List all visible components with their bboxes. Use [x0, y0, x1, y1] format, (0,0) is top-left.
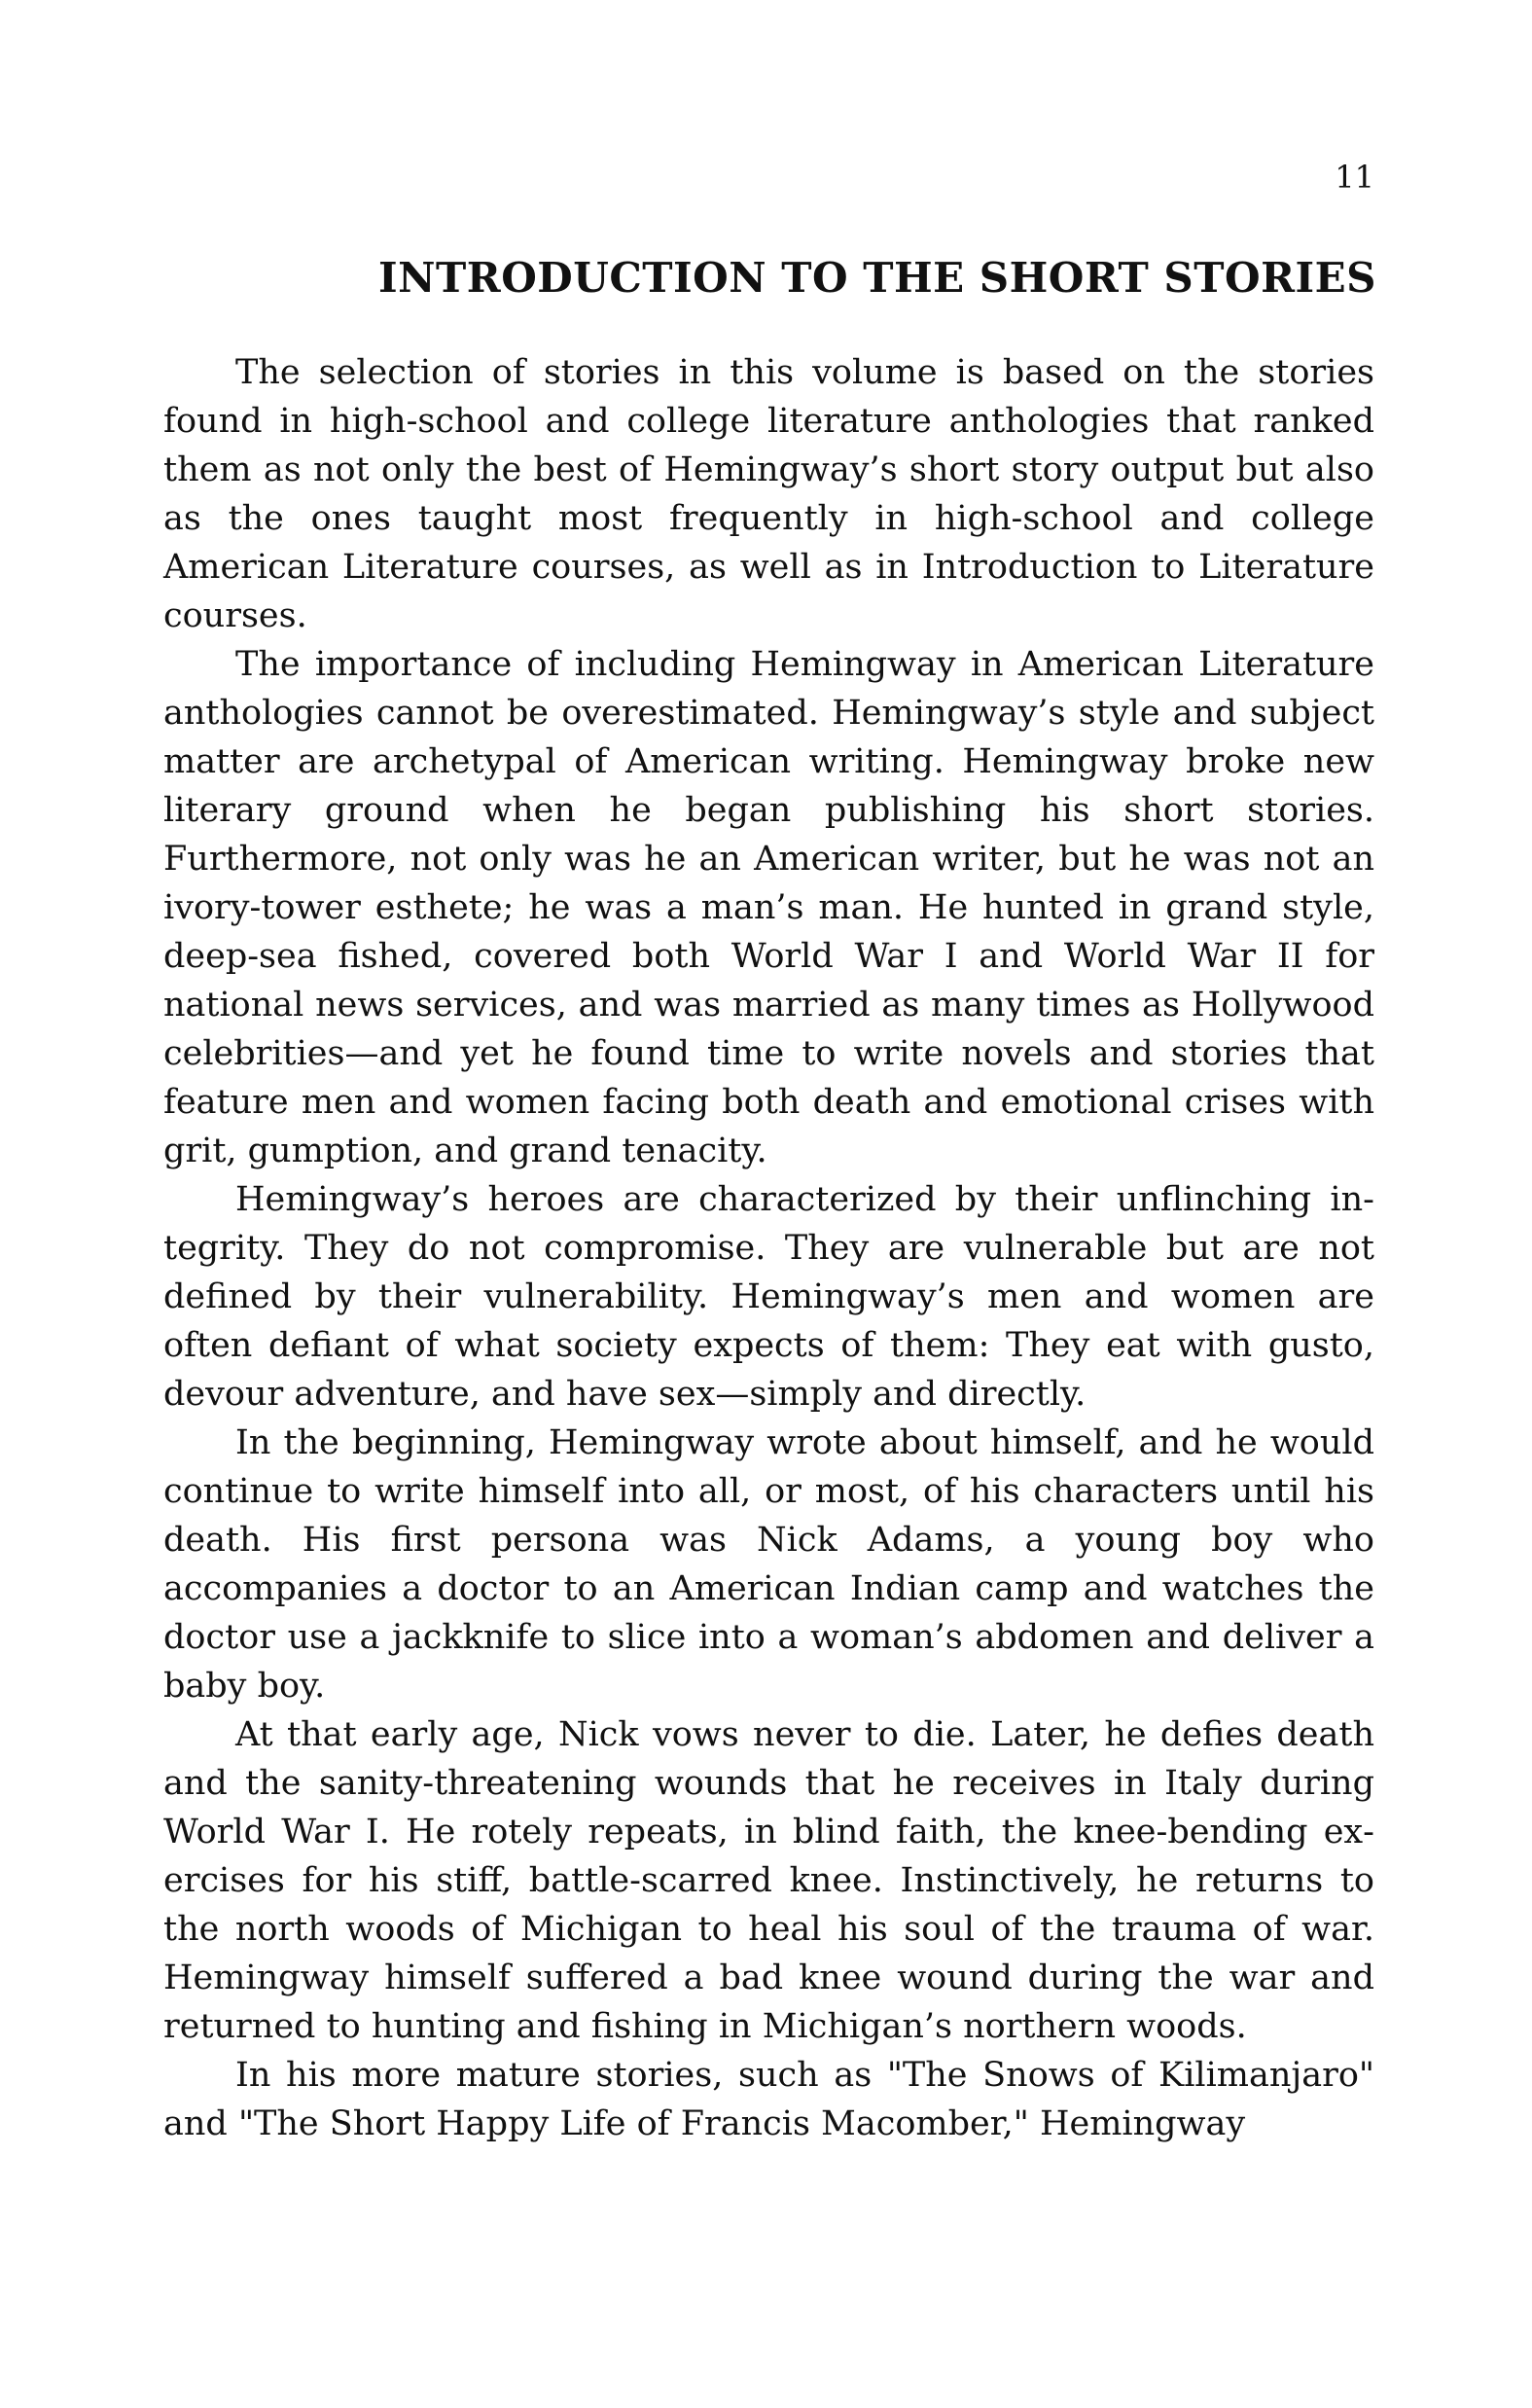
chapter-title: INTRODUCTION TO THE SHORT STORIES — [378, 254, 1376, 302]
page-number: 11 — [1335, 159, 1374, 196]
paragraph: The importance of including Hemingway in American Literature anthologies cannot be overestimated. Hemingway’s style and subject matter are archetypal of American writing. Hemingway broke new literary ground when he began publishing his short stories. Furthermore, not only was he an American writer, but he was not an ivory-tower esthete; he was a man’s man. He hunted in grand style, deep-sea fished, covered both World War I and World War II for national news services, and was married as many times as Hollywood celebrities—and yet he found time to write novels and stories that feature men and women facing both death and emotional crises with grit, gumption, and grand tenacity. — [163, 645, 1374, 1170]
paragraph: Hemingway’s heroes are characterized by their unflinching integrity. They do not compromise. They are vulnerable but are not defined by their vulnerability. Hemingway’s men and women are often defiant of what society expects of them: They eat with gusto, devour adventure, and have sex—simply and directly. — [163, 1180, 1374, 1414]
body-text — [163, 348, 1374, 2148]
paragraph: The selection of stories in this volume is based on the stories found in high-school and college literature anthologies that ranked them as not only the best of Hemingway’s short story output but also as the ones taught most frequently in high-school and college American Literature courses, as well as in Introduction to Literature courses. — [163, 353, 1374, 635]
paragraph: At that early age, Nick vows never to die. Later, he defies death and the sanity-threatening wounds that he receives in Italy during World War I. He rotely repeats, in blind faith, the knee-bending exercises for his stiff, battle-scarred knee. Instinctively, he returns to the north woods of Michigan to heal his soul of the trauma of war. Hemingway himself suffered a bad knee wound during the war and returned to hunting and fishing in Michigan’s northern woods. — [163, 1715, 1374, 2046]
paragraph: In his more mature stories, such as "The Snows of Kilimanjaro" and "The Short Happy Life of Francis Macomber," Hemingway — [163, 2056, 1374, 2143]
paragraph: In the beginning, Hemingway wrote about himself, and he would continue to write himself into all, or most, of his characters until his death. His first persona was Nick Adams, a young boy who accompanies a doctor to an American Indian camp and watches the doctor use a jackknife to slice into a woman’s abdomen and deliver a baby boy. — [163, 1423, 1374, 1706]
